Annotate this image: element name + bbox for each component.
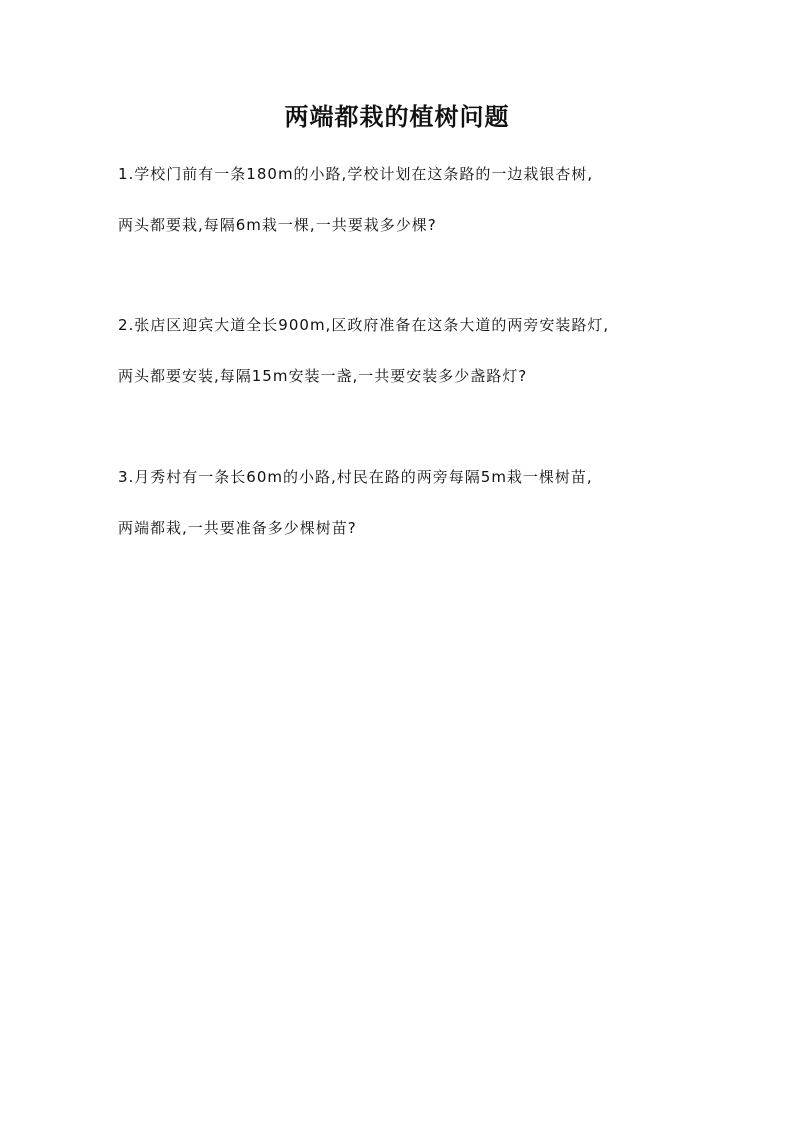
question-1-line-2: 两头都要栽,每隔6m栽一棵,一共要栽多少棵?	[118, 216, 437, 234]
question-3-line-1: 3.月秀村有一条长60m的小路,村民在路的两旁每隔5m栽一棵树苗,	[118, 468, 593, 486]
page-title: 两端都栽的植树问题	[284, 102, 510, 131]
question-1	[118, 160, 688, 239]
question-2-line-1: 2.张店区迎宾大道全长900m,区政府准备在这条大道的两旁安装路灯,	[118, 316, 610, 334]
question-2	[118, 311, 688, 390]
question-2-line-2: 两头都要安装,每隔15m安装一盏,一共要安装多少盏路灯?	[118, 367, 528, 385]
question-3	[118, 463, 688, 542]
question-1-line-1: 1.学校门前有一条180m的小路,学校计划在这条路的一边栽银杏树,	[118, 165, 594, 183]
question-3-line-2: 两端都栽,一共要准备多少棵树苗?	[118, 519, 357, 537]
